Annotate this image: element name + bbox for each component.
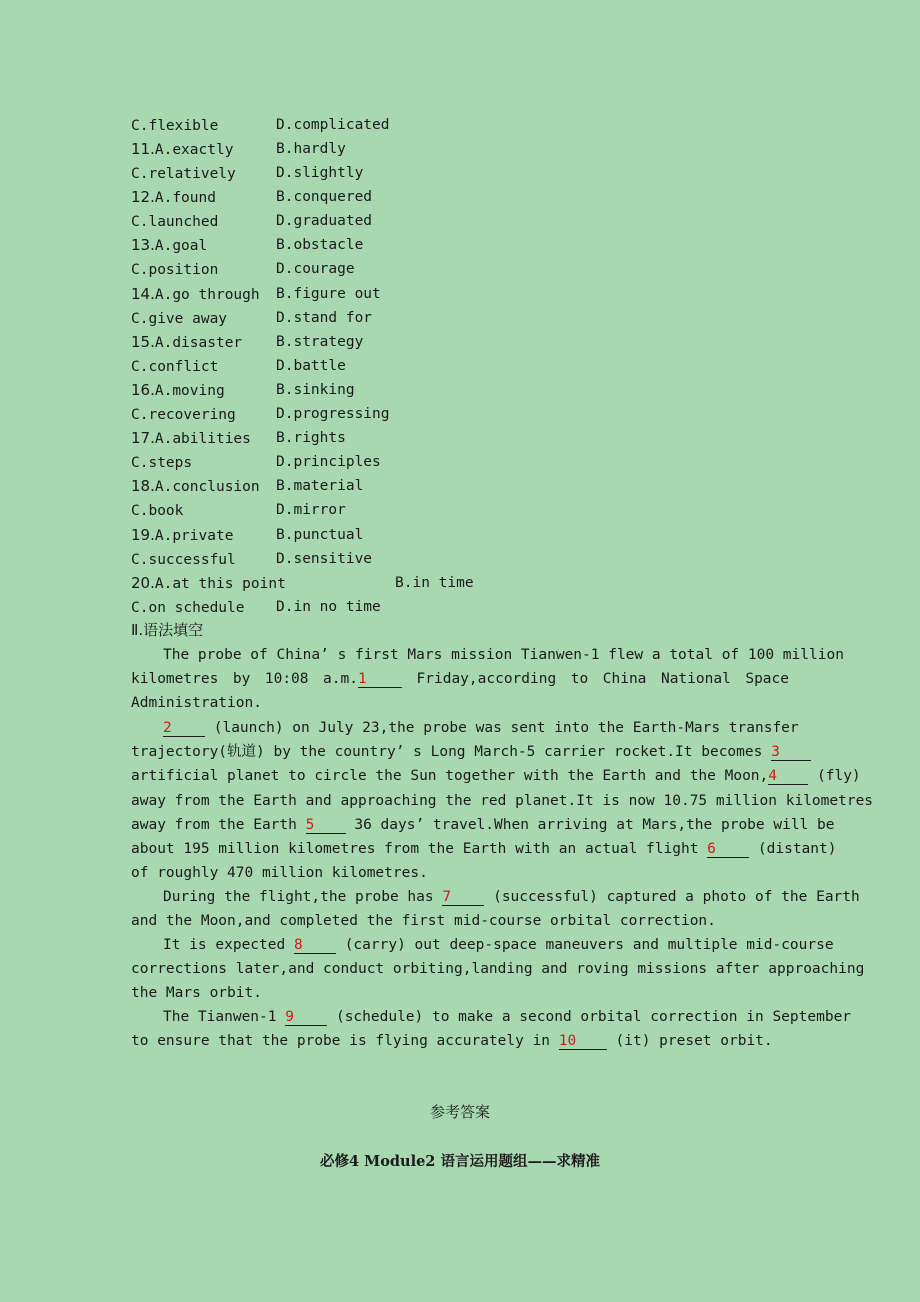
option-row: 18.A.conclusion B.material	[131, 477, 364, 495]
option-row: 16.A.moving B.sinking	[131, 381, 355, 399]
option-row: C.launched D.graduated	[131, 213, 373, 230]
option-row: C.give away D.stand for	[131, 310, 373, 327]
option-row: C.on schedule D.in no time	[131, 599, 381, 616]
passage-paragraph-5: The Tianwen-1 9 (schedule) to make a second orbital correction in September to ensure that the probe is flying accurately in 10 (it) preset orbit.	[131, 1009, 852, 1050]
option-row: 11.A.exactly B.hardly	[131, 140, 346, 158]
option-row: C.flexible D.complicated	[131, 117, 390, 134]
answer-blank[interactable]: 6	[707, 841, 749, 858]
answer-blank[interactable]: 8	[294, 937, 336, 954]
option-row: 19.A.private B.punctual	[131, 526, 364, 544]
passage-paragraph-3: During the flight,the probe has 7 (successful) captured a photo of the Earth and the Moon,and completed the first mid-course orbital correction.	[131, 889, 860, 930]
option-row: C.position D.courage	[131, 261, 355, 278]
option-row: 14.A.go through B.figure out	[131, 285, 381, 303]
option-row: C.conflict D.battle	[131, 358, 346, 375]
section-title: Ⅱ.语法填空	[131, 621, 204, 639]
option-row: 12.A.found B.conquered	[131, 188, 373, 206]
option-row: C.successful D.sensitive	[131, 551, 373, 568]
option-row: C.relatively D.slightly	[131, 165, 364, 182]
option-row: C.book D.mirror	[131, 502, 346, 519]
answer-blank[interactable]: 7	[442, 889, 484, 906]
option-row: C.recovering D.progressing	[131, 406, 390, 423]
answer-blank[interactable]: 3	[771, 744, 811, 761]
answer-blank[interactable]: 9	[285, 1009, 327, 1026]
option-row: C.steps D.principles	[131, 454, 381, 471]
answer-blank[interactable]: 4	[768, 768, 808, 785]
option-row: 13.A.goal B.obstacle	[131, 236, 364, 254]
answer-blank[interactable]: 2	[163, 720, 205, 737]
module-heading: 必修4 Module2 语言运用题组——求精准	[320, 1153, 600, 1170]
passage-paragraph-4: It is expected 8 (carry) out deep-space maneuvers and multiple mid-course corrections later,and conduct orbiting,landing and roving missions after approaching the Mars orbit.	[131, 937, 865, 1002]
answer-blank[interactable]: 1	[358, 671, 402, 688]
passage-paragraph-1: The probe of China’ s first Mars mission Tianwen-1 flew a total of 100 million kilometres by 10:08 a.m.1 Friday,according to China National Space Administration.	[131, 647, 844, 712]
option-row: 15.A.disaster B.strategy	[131, 333, 364, 351]
option-row: 20.A.at this point B.in time	[131, 574, 474, 592]
answer-heading: 参考答案	[429, 1103, 490, 1121]
option-row: 17.A.abilities B.rights	[131, 429, 346, 447]
answer-blank[interactable]: 10	[559, 1033, 607, 1050]
passage-paragraph-2: 2 (launch) on July 23,the probe was sent into the Earth-Mars transfer trajectory(轨道) by the country’ s Long March-5 carrier rocket.It becomes 3 artificial planet to circle the Sun together with the Earth and the Moon,4 (fly) away from the Earth and approaching the red planet.It is now 10.75 million kilometres away from the Earth 5 36 days’ travel.When arriving at Mars,the probe will be about 195 million kilometres from the Earth with an actual flight 6 (distant) of roughly 470 million kilometres.	[131, 720, 874, 882]
answer-blank[interactable]: 5	[306, 817, 346, 834]
